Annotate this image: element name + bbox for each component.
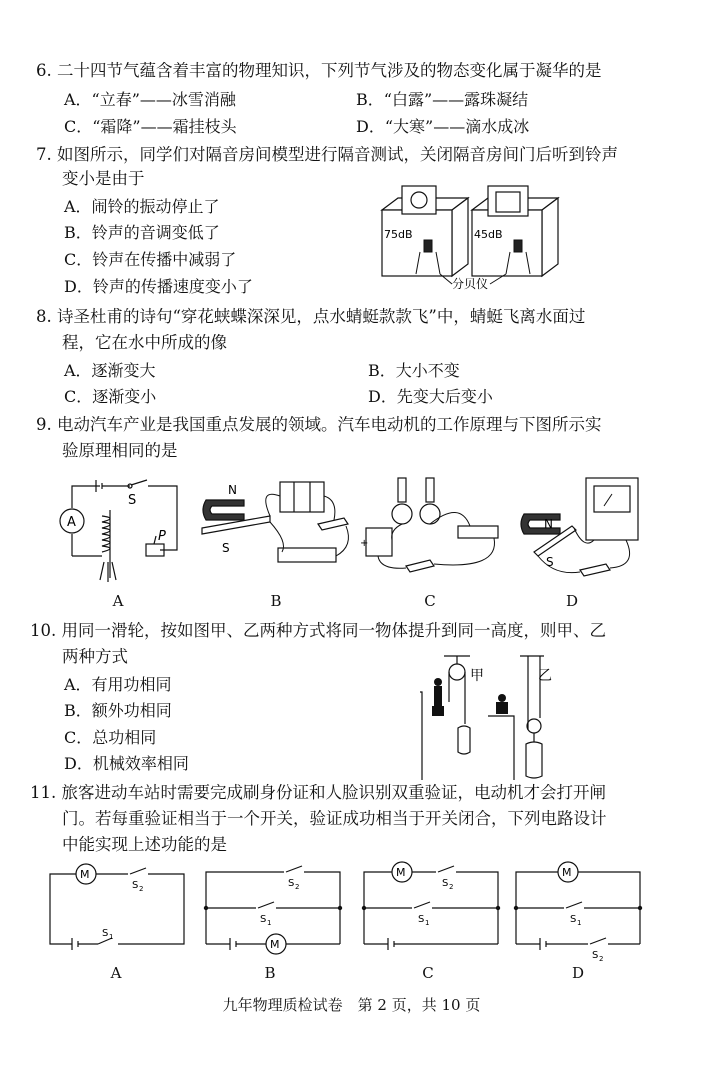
north-pole-label: N — [544, 517, 553, 531]
question-8-stem — [36, 306, 585, 328]
option-a: A．有用功相同 — [64, 675, 172, 694]
switch-label: S — [128, 493, 137, 508]
question-number: 11. — [30, 783, 57, 802]
south-pole-label: S — [222, 541, 230, 555]
option-a: A．逐渐变大 — [64, 361, 156, 380]
switch-s1-subscript: 1 — [109, 933, 114, 941]
option-b: B．额外功相同 — [64, 701, 172, 720]
option-b: B．“白露”——露珠凝结 — [356, 90, 529, 109]
question-text: 二十四节气蕴含着丰富的物理知识，下列节气涉及的物态变化属于凝华的是 — [57, 61, 602, 80]
circuit-a — [48, 862, 188, 954]
battery-plus-label: + — [360, 538, 369, 549]
switch-s1-label: S — [102, 928, 109, 939]
figure-9-label-b: B — [270, 592, 282, 610]
switch-s2-subscript: 2 — [599, 955, 604, 963]
question-text-continued: 两种方式 — [62, 647, 128, 666]
question-6-stem — [36, 60, 602, 82]
question-text: 如图所示，同学们对隔音房间模型进行隔音测试，关闭隔音房间门后听到铃声 — [57, 145, 618, 164]
option-b: B．大小不变 — [368, 361, 460, 380]
switch-s2-subscript: 2 — [139, 885, 144, 893]
question-11-stem — [30, 782, 606, 804]
switch-s2-label: S — [288, 878, 295, 889]
option-b: B．铃声的音调变低了 — [64, 223, 220, 242]
figure-11-label-c: C — [422, 964, 434, 982]
switch-s1-subscript: 1 — [267, 919, 272, 927]
decibel-meter-label: 分贝仪 — [452, 277, 489, 291]
option-a: A．闹铃的振动停止了 — [64, 197, 220, 216]
soundproof-room-figure — [380, 180, 570, 300]
switch-s2-subscript: 2 — [449, 883, 454, 891]
page-footer: 九年物理质检试卷 第 2 页，共 10 页 — [222, 996, 481, 1014]
option-d: D．先变大后变小 — [368, 387, 493, 406]
method-yi-label: 乙 — [538, 668, 552, 684]
motor-label: M — [396, 866, 406, 879]
question-10-stem — [30, 620, 606, 642]
question-text-continued: 变小是由于 — [62, 169, 145, 188]
switch-s1-label: S — [570, 914, 577, 925]
option-d: D．“大寒”——滴水成冰 — [356, 117, 530, 136]
figure-9-label-c: C — [424, 592, 436, 610]
question-text: 电动汽车产业是我国重点发展的领域。汽车电动机的工作原理与下图所示实 — [57, 415, 602, 434]
south-pole-label: S — [546, 555, 554, 569]
question-text-continued: 验原理相同的是 — [62, 441, 178, 460]
question-text-continued: 门。若每重验证相当于一个开关，验证成功相当于开关闭合，下列电路设计 — [62, 809, 607, 828]
pulley-figure — [420, 652, 570, 782]
option-c: C．逐渐变小 — [64, 387, 157, 406]
north-pole-label: N — [228, 483, 237, 497]
switch-s2-label: S — [442, 878, 449, 889]
option-d: D．铃声的传播速度变小了 — [64, 277, 253, 296]
question-9-stem — [36, 414, 602, 436]
question-7-stem — [36, 144, 618, 166]
question-number: 8. — [36, 307, 52, 326]
circuit-c — [362, 862, 502, 954]
electrolysis-figure-c — [360, 470, 510, 582]
figure-11-label-d: D — [571, 964, 585, 982]
question-text-continued: 中能实现上述功能的是 — [62, 835, 227, 854]
switch-s1-label: S — [260, 914, 267, 925]
switch-s1-subscript: 1 — [577, 919, 582, 927]
slider-label: P — [158, 529, 166, 544]
option-c: C．铃声在传播中减弱了 — [64, 250, 237, 269]
ammeter-label: A — [67, 515, 76, 530]
circuit-d — [514, 862, 654, 963]
figure-9-label-d: D — [565, 592, 579, 610]
generator-figure-b — [198, 470, 358, 582]
method-jia-label: 甲 — [470, 668, 484, 684]
option-a: A．“立春”——冰雪消融 — [64, 90, 236, 109]
option-d: D．机械效率相同 — [64, 754, 189, 773]
switch-s2-label: S — [592, 950, 599, 961]
switch-s1-subscript: 1 — [425, 919, 430, 927]
figure-11-label-b: B — [264, 964, 276, 982]
switch-s1-label: S — [418, 914, 425, 925]
option-c: C．“霜降”——霜挂枝头 — [64, 117, 237, 136]
motor-label: M — [270, 938, 280, 951]
switch-s2-label: S — [132, 880, 139, 891]
circuit-b — [204, 862, 344, 954]
electromagnet-figure-a — [52, 478, 182, 586]
question-text: 旅客进动车站时需要完成刷身份证和人脸识别双重验证，电动机才会打开闸 — [61, 783, 606, 802]
question-number: 9. — [36, 415, 52, 434]
galvanometer-figure-d — [514, 470, 664, 582]
question-number: 7. — [36, 145, 52, 164]
motor-label: M — [80, 868, 90, 881]
question-number: 10. — [30, 621, 57, 640]
figure-9-label-a: A — [112, 592, 124, 610]
question-text-continued: 程，它在水中所成的像 — [62, 333, 227, 352]
switch-s2-subscript: 2 — [295, 883, 300, 891]
left-db-reading: 75dB — [384, 228, 413, 241]
question-number: 6. — [36, 61, 52, 80]
option-c: C．总功相同 — [64, 728, 157, 747]
right-db-reading: 45dB — [474, 228, 503, 241]
figure-11-label-a: A — [110, 964, 122, 982]
question-text: 用同一滑轮，按如图甲、乙两种方式将同一物体提升到同一高度，则甲、乙 — [61, 621, 606, 640]
motor-label: M — [562, 866, 572, 879]
question-text: 诗圣杜甫的诗句“穿花蛱蝶深深见，点水蜻蜓款款飞”中，蜻蜓飞离水面过 — [57, 307, 586, 326]
